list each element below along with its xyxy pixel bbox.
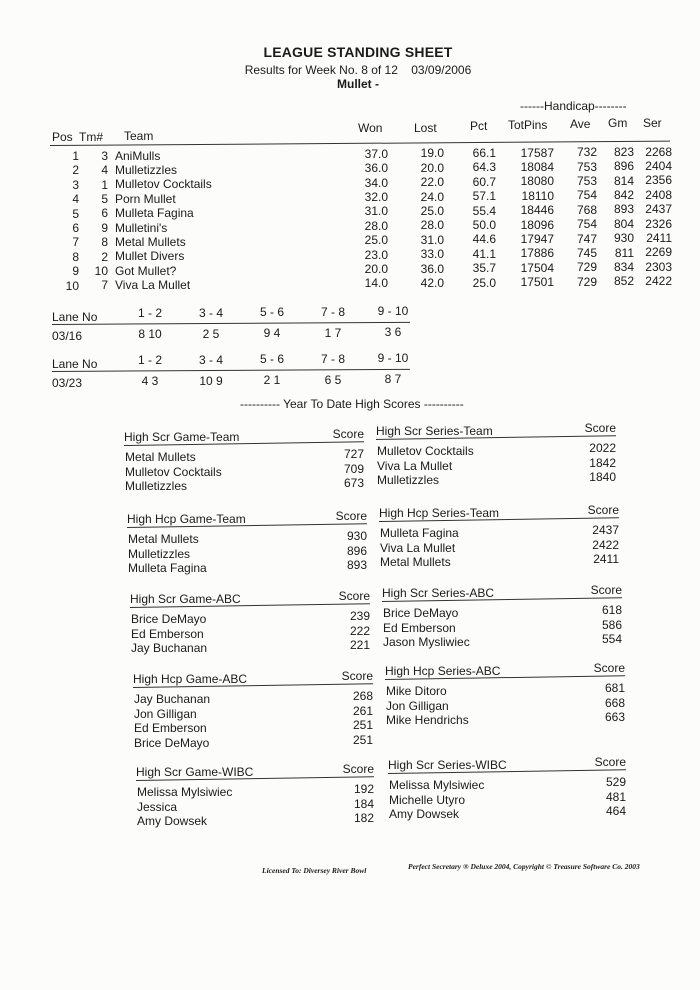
week-subtitle: Results for Week No. 8 of 12 03/09/2006 [244, 63, 472, 77]
standings-lost: 33.0 [420, 247, 444, 262]
high-score-name: Brice DeMayo [383, 606, 459, 620]
high-score-name: Mulleta Fagina [128, 561, 207, 575]
standings-won: 28.0 [364, 218, 388, 233]
lane-date: 03/16 [52, 329, 83, 343]
high-score-title: High Scr Game-ABC [130, 592, 241, 606]
standings-tm: 2 [101, 249, 108, 264]
standings-totpins: 17947 [520, 231, 554, 246]
high-score-name: Ed Emberson [383, 620, 456, 635]
handicap-label: ------Handicap-------- [520, 99, 627, 113]
high-score-name: Mike Hendrichs [386, 713, 469, 727]
high-score-value: 184 [353, 796, 374, 811]
standings-totpins: 17886 [520, 246, 554, 261]
standings-pct: 25.0 [472, 275, 496, 290]
standings-gm: 930 [613, 231, 634, 246]
standings-totpins: 17587 [520, 145, 554, 160]
standings-won: 34.0 [364, 175, 388, 190]
column-header: Pct [470, 119, 488, 133]
lane-rule [52, 322, 410, 325]
standings-gm: 852 [613, 274, 634, 289]
standings-ave: 729 [576, 260, 597, 275]
high-score-value: 681 [604, 681, 625, 695]
high-score-name: Mulletov Cocktails [125, 464, 222, 479]
standings-totpins: 18110 [521, 188, 554, 203]
high-score-title: High Scr Game-WIBC [136, 765, 254, 779]
lane-teams: 1 7 [324, 325, 342, 340]
standings-pos: 8 [72, 249, 79, 264]
score-column-header: Score [590, 583, 622, 597]
score-column-header: Score [338, 589, 370, 603]
license-text: Licensed To: Diversey River Bowl [262, 866, 367, 875]
high-score-value: 222 [349, 623, 370, 638]
high-score-name: Brice DeMayo [134, 735, 210, 750]
standings-lost: 22.0 [420, 175, 444, 190]
high-score-value: 2437 [592, 523, 619, 537]
high-score-value: 554 [601, 632, 622, 646]
high-score-value: 464 [605, 804, 626, 818]
lane-teams: 6 5 [324, 372, 342, 387]
column-header: Pos [52, 130, 73, 144]
high-score-value: 709 [343, 461, 364, 476]
standings-lost: 42.0 [420, 275, 444, 290]
high-score-value: 930 [346, 529, 367, 543]
lane-teams: 8 7 [384, 372, 402, 387]
standings-pos: 10 [65, 278, 79, 293]
high-score-title: High Hcp Game-Team [127, 512, 246, 526]
league-name: Mullet - [337, 77, 379, 91]
lane-teams: 2 5 [202, 326, 220, 341]
standings-ave: 732 [576, 145, 597, 160]
high-score-title: High Hcp Game-ABC [133, 672, 248, 686]
high-score-title: High Scr Game-Team [124, 430, 240, 444]
standings-gm: 804 [613, 216, 634, 231]
lane-teams: 4 3 [141, 374, 159, 388]
high-score-name: Mike Ditoro [386, 684, 447, 698]
standings-tm: 7 [101, 278, 108, 293]
high-score-value: 618 [601, 603, 622, 617]
high-score-value: 586 [601, 617, 622, 632]
score-column-header: Score [335, 509, 367, 523]
high-score-name: Mulletizzles [377, 473, 440, 487]
high-score-value: 261 [352, 703, 373, 718]
high-score-value: 192 [353, 782, 374, 796]
high-score-name: Mulletizzles [128, 546, 191, 561]
high-score-value: 2022 [589, 441, 616, 455]
standings-gm: 896 [613, 159, 634, 174]
column-header: Ser [643, 116, 662, 130]
high-score-value: 2422 [592, 537, 619, 552]
column-header: TotPins [508, 118, 548, 132]
standings-tm: 5 [101, 191, 108, 206]
column-header: Lost [414, 121, 437, 135]
copyright-text: Perfect Secretary ® Deluxe 2004, Copyright © Treasure Software Co. 2003 [408, 862, 640, 871]
standings-ave: 768 [576, 202, 597, 217]
score-column-header: Score [594, 755, 626, 769]
column-header: Gm [608, 116, 628, 130]
high-score-value: 727 [343, 447, 364, 461]
standings-lost: 20.0 [420, 160, 444, 175]
lane-teams: 8 10 [138, 327, 162, 341]
high-score-value: 239 [349, 609, 370, 623]
standings-won: 31.0 [364, 204, 388, 219]
high-score-name: Viva La Mullet [377, 458, 453, 473]
standings-gm: 823 [613, 144, 634, 159]
standings-pos: 6 [72, 221, 79, 235]
standings-won: 37.0 [364, 146, 388, 161]
standings-lost: 19.0 [420, 146, 444, 161]
standings-ser: 2269 [645, 245, 672, 260]
high-score-value: 529 [605, 775, 626, 789]
high-score-value: 251 [352, 732, 373, 747]
score-column-header: Score [584, 421, 616, 435]
high-score-name: Amy Dowsek [389, 807, 460, 821]
high-score-value: 251 [352, 718, 373, 732]
high-score-name: Ed Emberson [131, 626, 204, 641]
score-column-header: Score [593, 661, 625, 675]
standings-ave: 753 [576, 159, 597, 174]
standings-tm: 10 [94, 263, 108, 278]
high-score-value: 268 [352, 689, 373, 703]
standings-lost: 25.0 [420, 203, 444, 218]
standings-gm: 842 [613, 188, 634, 203]
team-name: AniMulls [115, 148, 161, 163]
lane-teams: 2 1 [263, 373, 281, 388]
lane-teams: 10 9 [199, 373, 223, 388]
standings-totpins: 18080 [520, 174, 554, 189]
team-name: Mulletov Cocktails [115, 177, 212, 192]
standings-ave: 753 [576, 173, 597, 188]
lane-pair: 1 - 2 [137, 306, 162, 320]
standings-totpins: 17504 [520, 260, 554, 275]
high-score-name: Metal Mullets [380, 555, 451, 569]
team-name: Mullet Divers [115, 249, 185, 264]
lane-pair: 9 - 10 [377, 304, 409, 319]
page-title: LEAGUE STANDING SHEET [263, 44, 453, 60]
lane-pair: 5 - 6 [259, 305, 284, 320]
high-score-name: Mulletov Cocktails [377, 444, 474, 458]
standings-ser: 2422 [645, 274, 672, 289]
lane-pair: 1 - 2 [137, 353, 162, 367]
high-score-name: Brice DeMayo [131, 612, 207, 626]
lane-pair: 5 - 6 [259, 352, 284, 367]
standings-ser: 2356 [645, 173, 672, 188]
high-score-name: Viva La Mullet [380, 540, 456, 555]
score-column-header: Score [332, 427, 364, 441]
high-score-title: High Scr Series-WIBC [388, 758, 507, 772]
standings-tm: 6 [101, 206, 108, 221]
high-score-name: Metal Mullets [125, 450, 196, 464]
standings-won: 25.0 [364, 233, 388, 248]
lane-pair: 3 - 4 [198, 305, 223, 320]
high-score-value: 1842 [589, 455, 616, 470]
high-score-value: 893 [346, 558, 367, 572]
standings-ser: 2268 [645, 144, 672, 159]
lane-pair: 7 - 8 [320, 351, 345, 366]
team-name: Mulletizzles [115, 162, 178, 177]
lane-pair: 3 - 4 [198, 352, 223, 367]
standings-pos: 9 [72, 264, 79, 279]
high-score-name: Melissa Mylsiwiec [137, 785, 233, 799]
lane-teams: 3 6 [384, 325, 402, 340]
high-score-name: Melissa Mylsiwiec [389, 778, 485, 792]
standings-won: 23.0 [364, 247, 388, 262]
score-column-header: Score [341, 669, 373, 683]
high-score-name: Michelle Utyro [389, 792, 466, 807]
lane-no-label: Lane No [52, 357, 98, 371]
standings-gm: 834 [613, 260, 634, 275]
standings-pct: 57.1 [472, 189, 496, 204]
standings-ave: 754 [576, 188, 597, 203]
standings-tm: 3 [101, 148, 108, 163]
team-name: Mulletini's [115, 220, 168, 235]
standings-ser: 2408 [645, 187, 672, 202]
standings-pct: 35.7 [472, 261, 496, 276]
standings-won: 20.0 [364, 261, 388, 276]
standings-pct: 66.1 [472, 145, 496, 160]
standings-pct: 41.1 [472, 246, 496, 261]
column-header: Tm# [79, 130, 103, 144]
standings-lost: 36.0 [420, 261, 444, 276]
standings-won: 36.0 [364, 161, 388, 176]
high-score-name: Ed Emberson [134, 721, 207, 735]
standings-ser: 2326 [645, 216, 672, 231]
standings-tm: 9 [101, 220, 108, 235]
standings-won: 14.0 [364, 276, 388, 291]
standings-totpins: 18096 [520, 217, 554, 232]
high-score-title: High Scr Series-ABC [382, 586, 495, 600]
team-name: Porn Mullet [115, 191, 176, 206]
high-score-title: High Hcp Series-ABC [385, 664, 501, 678]
standings-ave: 745 [576, 245, 597, 260]
standings-pos: 2 [72, 163, 79, 178]
standings-pos: 3 [72, 177, 79, 192]
standings-ser: 2303 [645, 259, 672, 274]
standings-gm: 893 [613, 202, 634, 217]
high-score-name: Amy Dowsek [137, 814, 208, 828]
standings-pct: 55.4 [472, 203, 496, 218]
lane-no-label: Lane No [52, 310, 98, 324]
high-score-name: Jay Buchanan [131, 641, 208, 655]
standings-pos: 7 [72, 235, 79, 250]
column-header: Ave [570, 117, 591, 131]
lane-pair: 7 - 8 [320, 304, 345, 319]
standings-pos: 1 [72, 149, 79, 163]
high-score-name: Jon Gilligan [386, 698, 449, 713]
standings-ave: 729 [576, 274, 597, 289]
high-score-name: Mulletizzles [125, 479, 188, 493]
high-score-name: Metal Mullets [128, 532, 199, 546]
column-header: Won [358, 121, 383, 135]
standings-pct: 64.3 [472, 160, 496, 175]
team-name: Mulleta Fagina [115, 206, 194, 221]
standings-totpins: 18084 [520, 159, 554, 174]
high-score-name: Jon Gilligan [134, 706, 197, 721]
standings-ave: 754 [576, 217, 597, 232]
high-score-value: 1840 [589, 470, 616, 484]
high-score-name: Jessica [137, 799, 178, 814]
standings-lost: 28.0 [420, 218, 444, 233]
standings-tm: 4 [101, 163, 108, 178]
high-score-name: Jay Buchanan [134, 692, 211, 706]
lane-rule [52, 369, 410, 372]
standings-pct: 50.0 [472, 217, 496, 232]
standings-ser: 2404 [645, 159, 672, 174]
team-name: Metal Mullets [115, 234, 186, 249]
standings-lost: 24.0 [420, 189, 444, 204]
standings-totpins: 18446 [520, 203, 554, 218]
high-score-value: 481 [605, 789, 626, 804]
high-score-name: Mulleta Fagina [380, 526, 459, 540]
high-score-value: 221 [349, 638, 370, 652]
standings-ser: 2437 [645, 202, 672, 217]
high-score-value: 2411 [593, 552, 619, 566]
column-header: Team [124, 129, 154, 143]
high-score-title: High Hcp Series-Team [379, 506, 500, 520]
high-score-value: 182 [353, 811, 374, 825]
standings-totpins: 17501 [520, 275, 554, 290]
standings-tm: 1 [101, 177, 108, 192]
team-name: Got Mullet? [115, 263, 177, 278]
high-score-value: 673 [343, 476, 364, 490]
high-score-name: Jason Mysliwiec [383, 635, 470, 649]
high-score-value: 668 [604, 695, 625, 710]
high-score-title: High Scr Series-Team [376, 424, 493, 438]
standings-pct: 44.6 [472, 232, 496, 247]
standings-tm: 8 [101, 235, 108, 250]
standings-ave: 747 [576, 231, 597, 246]
standings-pos: 4 [72, 192, 79, 207]
score-column-header: Score [342, 762, 374, 776]
standings-won: 32.0 [364, 189, 388, 204]
ytd-heading: ---------- Year To Date High Scores ---------- [240, 397, 464, 411]
score-column-header: Score [587, 503, 619, 517]
standings-pos: 5 [72, 206, 79, 221]
lane-teams: 9 4 [263, 326, 281, 341]
high-score-value: 896 [346, 543, 367, 558]
team-name: Viva La Mullet [115, 278, 191, 293]
standings-gm: 811 [614, 245, 634, 260]
lane-pair: 9 - 10 [377, 351, 409, 366]
lane-date: 03/23 [52, 376, 83, 390]
standings-gm: 814 [613, 173, 634, 188]
standings-ser: 2411 [646, 231, 672, 246]
standings-pct: 60.7 [472, 174, 496, 189]
high-score-value: 663 [604, 710, 625, 724]
standings-lost: 31.0 [420, 232, 444, 247]
